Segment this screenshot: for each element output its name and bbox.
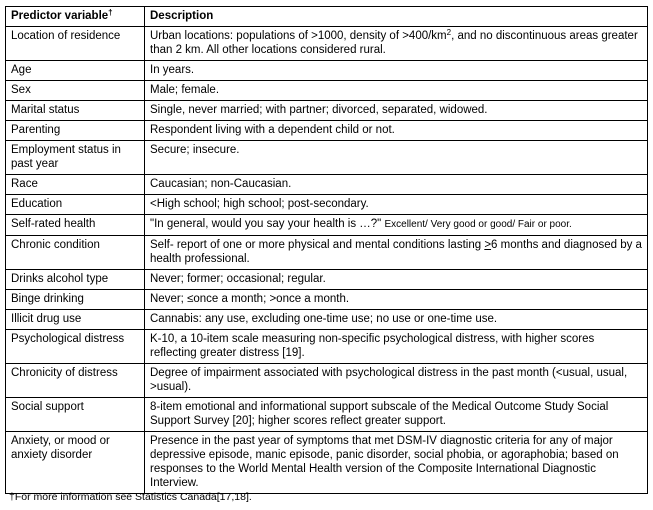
table-row [6,121,648,141]
predictor-cell: Binge drinking [6,290,145,310]
table-row [6,175,648,195]
description-text: Self- report of one or more physical and mental conditions lasting [150,239,485,251]
predictor-cell: Race [6,175,145,195]
description-cell: Single, never married; with partner; divorced, separated, widowed. [145,101,648,121]
table-row [6,310,648,330]
predictor-cell: Self-rated health [6,215,145,236]
description-cell: Cannabis: any use, excluding one-time use; no use or one-time use. [145,310,648,330]
table-footnote: †For more information see Statistics Canada[17,18]. [9,491,252,503]
table-row [6,432,648,494]
predictor-cell: Anxiety, or mood or anxiety disorder [6,432,145,494]
header-predictor-label: Predictor variable [11,10,109,22]
dagger-mark: † [108,8,113,17]
table-row [6,236,648,270]
predictor-cell: Parenting [6,121,145,141]
description-cell [145,27,648,61]
description-cell: Never; ≤once a month; >once a month. [145,290,648,310]
description-cell: Never; former; occasional; regular. [145,270,648,290]
description-cell: Caucasian; non-Caucasian. [145,175,648,195]
predictor-cell: Employment status in past year [6,141,145,175]
table-row [6,364,648,398]
table-row [6,215,648,236]
description-cell: <High school; high school; post-secondary. [145,195,648,215]
description-text: "In general, would you say your health is …?" [150,218,385,230]
description-cell: Degree of impairment associated with psychological distress in the past month (<usual, usual, >usual). [145,364,648,398]
description-cell: In years. [145,61,648,81]
predictor-cell: Location of residence [6,27,145,61]
table-row [6,61,648,81]
description-cell: Respondent living with a dependent child or not. [145,121,648,141]
description-text: , and no discontinuous areas greater than 2 km. All other locations considered rural. [150,30,638,56]
superscript: 2 [446,28,452,37]
description-cell: Presence in the past year of symptoms that met DSM-IV diagnostic criteria for any of major depressive episode, manic episode, panic disorder, social phobia, or agoraphobia; based on responses to the World Mental Health version of the Composite International Diagnostic Interview. [145,432,648,494]
description-cell [145,215,648,236]
header-description: Description [145,7,648,27]
table-row [6,398,648,432]
response-options: Excellent/ Very good or good/ Fair or poor. [384,219,572,230]
predictor-cell: Chronic condition [6,236,145,270]
predictor-cell: Age [6,61,145,81]
predictor-cell: Psychological distress [6,330,145,364]
predictor-cell: Illicit drug use [6,310,145,330]
predictor-cell: Chronicity of distress [6,364,145,398]
description-cell: Male; female. [145,81,648,101]
table-row [6,290,648,310]
description-cell: K-10, a 10-item scale measuring non-specific psychological distress, with higher scores reflecting greater distress [19]. [145,330,648,364]
predictor-cell: Education [6,195,145,215]
predictor-cell: Marital status [6,101,145,121]
predictor-cell: Sex [6,81,145,101]
description-cell: Secure; insecure. [145,141,648,175]
table-row [6,195,648,215]
greater-equal-symbol: > [484,239,492,251]
table-row [6,101,648,121]
table-header-row [6,7,648,27]
description-text: 6 months and diagnosed by a health professional. [150,239,642,265]
table-row [6,81,648,101]
table-row [6,270,648,290]
table-row [6,141,648,175]
predictor-cell: Drinks alcohol type [6,270,145,290]
header-predictor-variable [6,7,145,27]
description-cell: 8-item emotional and informational support subscale of the Medical Outcome Study Social Support Survey [20]; higher scores reflect greater support. [145,398,648,432]
description-text: Urban locations: populations of >1000, density of >400/km [150,30,447,42]
table-row [6,330,648,364]
predictor-variables-table [5,6,648,494]
predictor-cell: Social support [6,398,145,432]
description-cell [145,236,648,270]
table-row [6,27,648,61]
